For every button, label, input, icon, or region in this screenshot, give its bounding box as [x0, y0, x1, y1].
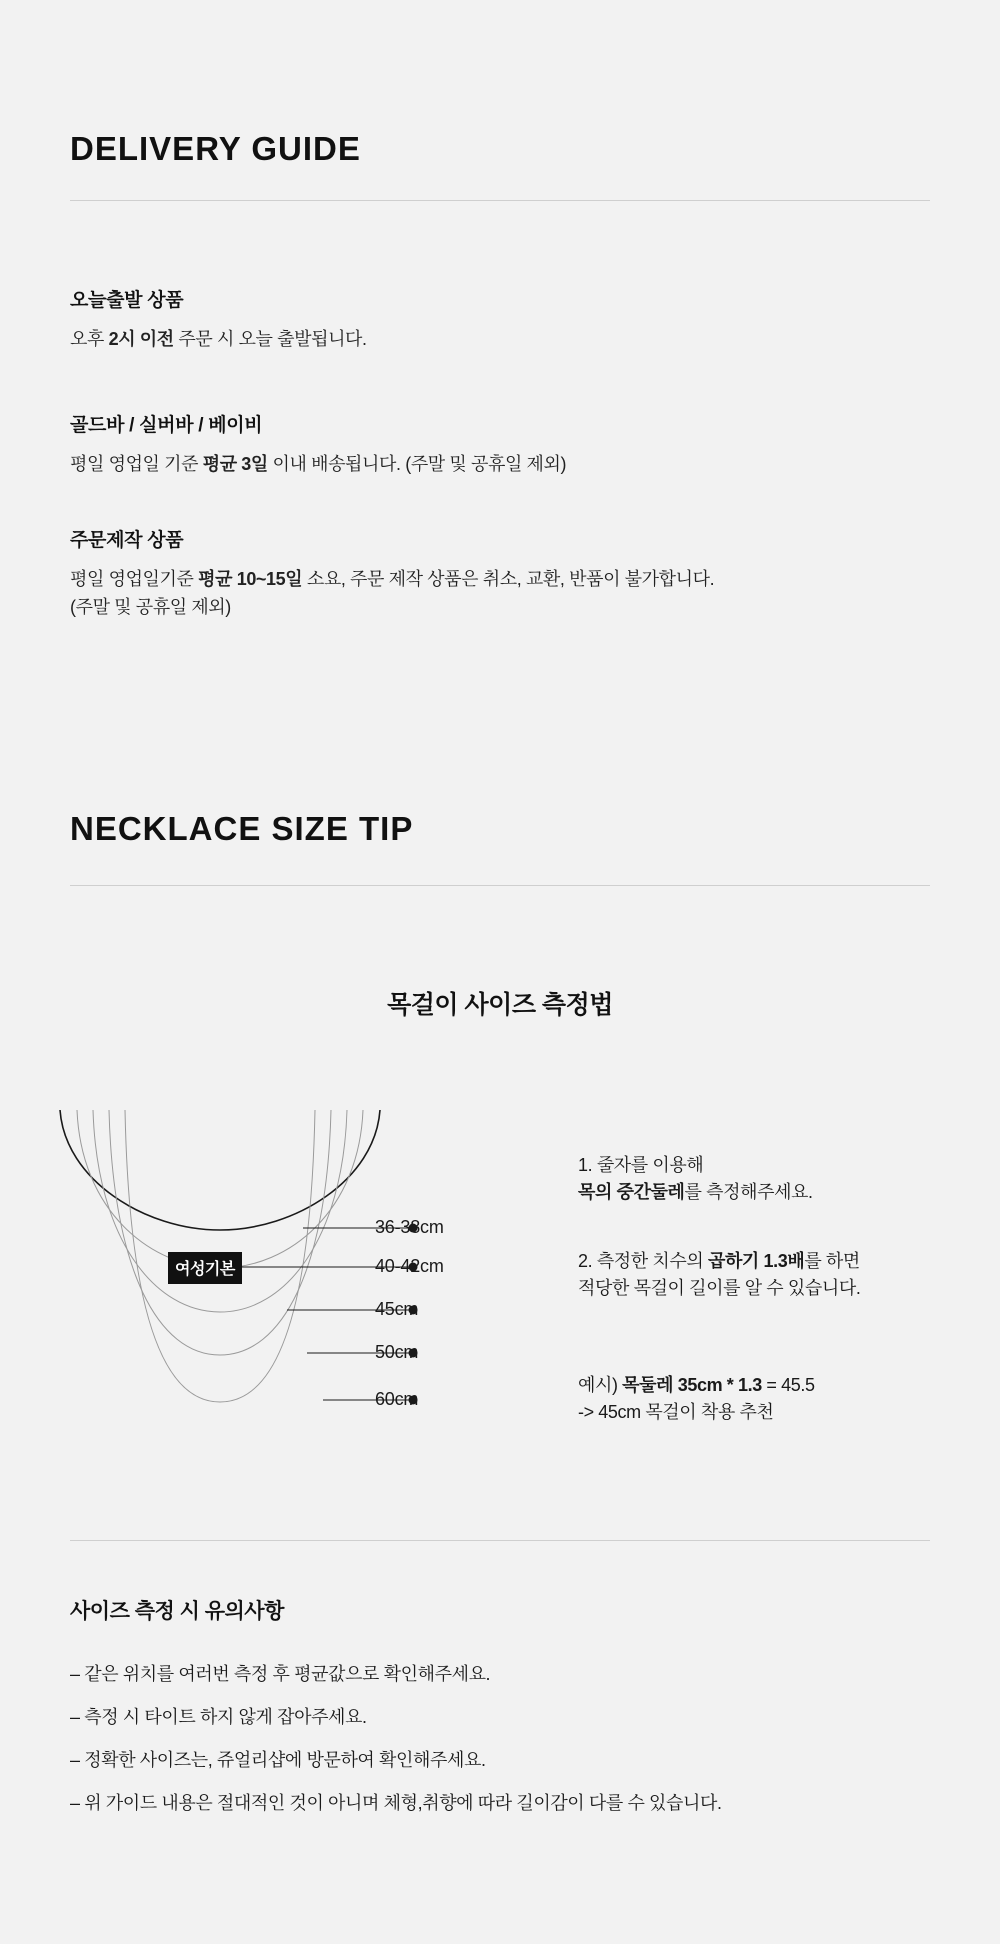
measure-method-subtitle: 목걸이 사이즈 측정법	[387, 991, 613, 1019]
delivery-guide-title: DELIVERY GUIDE	[70, 130, 361, 167]
measure-step-2: 2. 측정한 치수의 곱하기 1.3배를 하면 적당한 목걸이 길이를 알 수 있습니다.	[578, 1251, 861, 1298]
length-label-60: 60cm	[375, 1389, 419, 1409]
length-label-36-38: 36-38cm	[375, 1217, 444, 1237]
delivery-block-bars	[70, 410, 950, 479]
curve-36-38	[60, 1110, 380, 1230]
measure-step-1: 1. 줄자를 이용해 목의 중간둘레를 측정해주세요.	[578, 1155, 813, 1202]
note-item: – 정확한 사이즈는, 쥬얼리샵에 방문하여 확인해주세요.	[70, 1750, 486, 1770]
length-label-45: 45cm	[375, 1299, 419, 1319]
curve-50	[109, 1110, 331, 1355]
necklace-size-tip-title: NECKLACE SIZE TIP	[70, 810, 414, 847]
delivery-block-heading: 골드바 / 실버바 / 베이비	[70, 415, 263, 436]
notes-title: 사이즈 측정 시 유의사항	[70, 1600, 284, 1623]
delivery-block-custom	[70, 525, 950, 622]
notes-divider	[70, 1540, 930, 1541]
delivery-block-body: 오후 2시 이전 주문 시 오늘 출발됩니다.	[70, 329, 367, 349]
note-item: – 같은 위치를 여러번 측정 후 평균값으로 확인해주세요.	[70, 1664, 491, 1684]
necklace-size-tip-divider	[70, 885, 930, 886]
delivery-block-today	[70, 285, 950, 354]
delivery-block-heading: 주문제작 상품	[70, 530, 184, 551]
note-item: – 측정 시 타이트 하지 않게 잡아주세요.	[70, 1707, 367, 1727]
delivery-block-body: 평일 영업일 기준 평균 3일 이내 배송됩니다. (주말 및 공휴일 제외)	[70, 454, 567, 474]
curve-40-42	[77, 1110, 363, 1268]
length-label-50: 50cm	[375, 1342, 419, 1362]
delivery-block-heading: 오늘출발 상품	[70, 290, 184, 311]
note-item: – 위 가이드 내용은 절대적인 것이 아니며 체형,취향에 따라 길이감이 다를 수 있습니다.	[70, 1793, 722, 1813]
women-basic-badge: 여성기본	[168, 1252, 242, 1284]
delivery-guide-divider	[70, 200, 930, 201]
measure-example: 예시) 목둘레 35cm * 1.3 = 45.5 -> 45cm 목걸이 착용 추천	[578, 1375, 815, 1422]
delivery-block-body: 평일 영업일기준 평균 10~15일 소요, 주문 제작 상품은 취소, 교환, 반품이 불가합니다. (주말 및 공휴일 제외)	[70, 569, 715, 617]
length-label-40-42: 40-42cm	[375, 1256, 444, 1276]
